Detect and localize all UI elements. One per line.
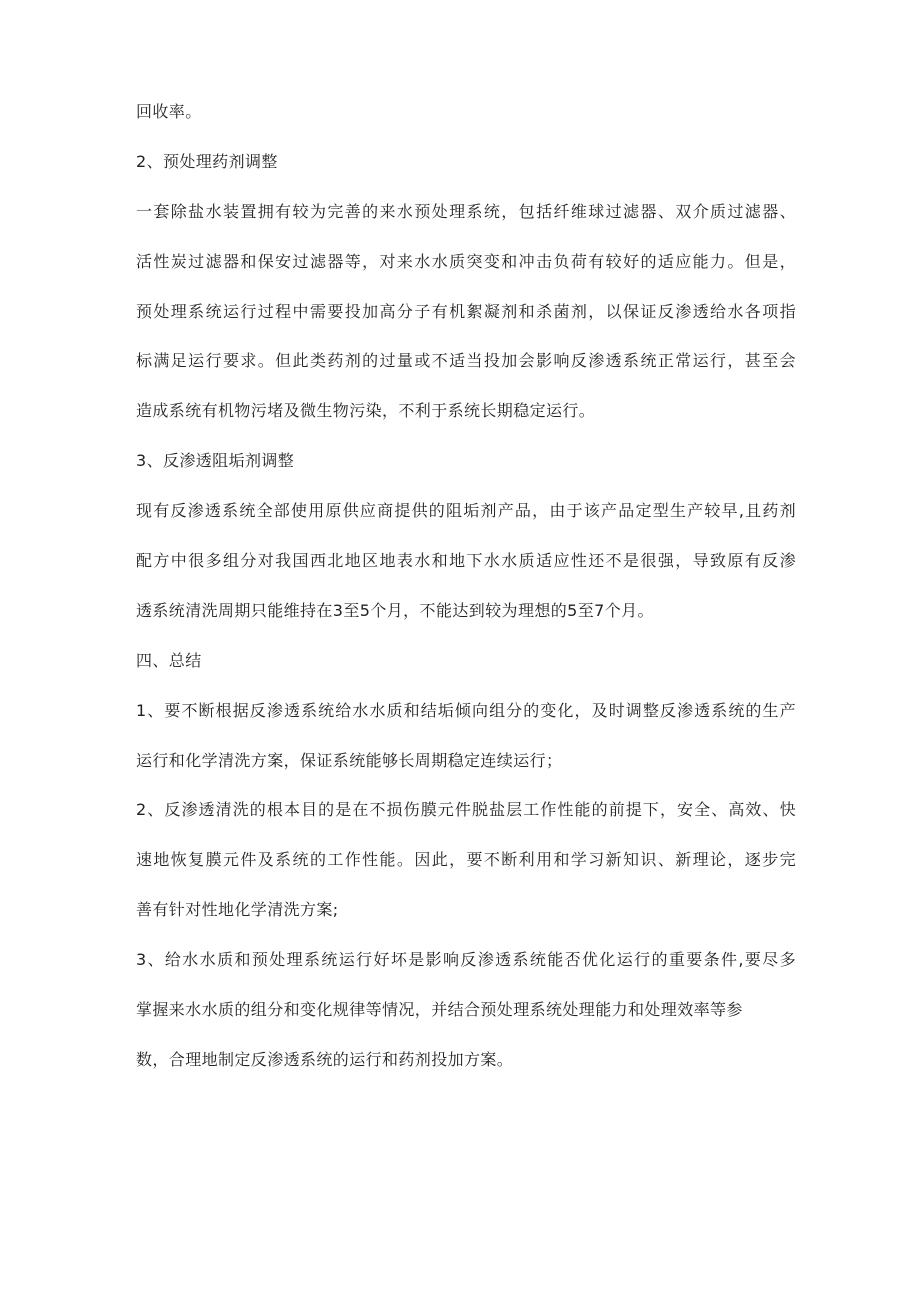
paragraph-line: 现有反渗透系统全部使用原供应商提供的阻垢剂产品，由于该产品定型生产较早,且药剂 — [136, 501, 796, 521]
paragraph-line: 运行和化学清洗方案，保证系统能够长周期稳定连续运行； — [136, 750, 563, 770]
paragraph-line: 掌握来水水质的组分和变化规律等情况，并结合预处理系统处理能力和处理效率等参 — [136, 1000, 743, 1020]
paragraph-line: 善有针对性地化学清洗方案; — [136, 900, 339, 920]
paragraph-line: 数，合理地制定反渗透系统的运行和药剂投加方案。 — [136, 1049, 514, 1069]
paragraph-line: 造成系统有机物污堵及微生物污染，不利于系统长期稳定运行。 — [136, 401, 596, 421]
paragraph-line: 预处理系统运行过程中需要投加高分子有机絮凝剂和杀菌剂，以保证反渗透给水各项指 — [136, 301, 796, 321]
section-heading: 3、反渗透阻垢剂调整 — [136, 451, 295, 471]
paragraph-line: 活性炭过滤器和保安过滤器等，对来水水质突变和冲击负荷有较好的适应能力。但是， — [136, 251, 796, 271]
paragraph-line: 速地恢复膜元件及系统的工作性能。因此，要不断利用和学习新知识、新理论，逐步完 — [136, 850, 796, 870]
paragraph-line: 1、要不断根据反渗透系统给水水质和结垢倾向组分的变化，及时调整反渗透系统的生产 — [136, 700, 796, 720]
paragraph-line: 3、给水水质和预处理系统运行好坏是影响反渗透系统能否优化运行的重要条件,要尽多 — [136, 950, 796, 970]
paragraph-line: 一套除盐水装置拥有较为完善的来水预处理系统，包括纤维球过滤器、双介质过滤器、 — [136, 201, 796, 221]
document-body — [136, 96, 796, 1094]
paragraph-line: 2、反渗透清洗的根本目的是在不损伤膜元件脱盐层工作性能的前提下，安全、高效、快 — [136, 800, 796, 820]
section-heading: 四、总结 — [136, 650, 202, 670]
paragraph-line: 标满足运行要求。但此类药剂的过量或不适当投加会影响反渗透系统正常运行，甚至会 — [136, 351, 796, 371]
paragraph-line: 配方中很多组分对我国西北地区地表水和地下水水质适应性还不是很强，导致原有反渗 — [136, 551, 796, 571]
section-heading: 2、预处理药剂调整 — [136, 151, 278, 171]
paragraph-line: 透系统清洗周期只能维持在3至5个月，不能达到较为理想的5至7个月。 — [136, 600, 654, 620]
paragraph-line: 回收率。 — [136, 102, 202, 121]
